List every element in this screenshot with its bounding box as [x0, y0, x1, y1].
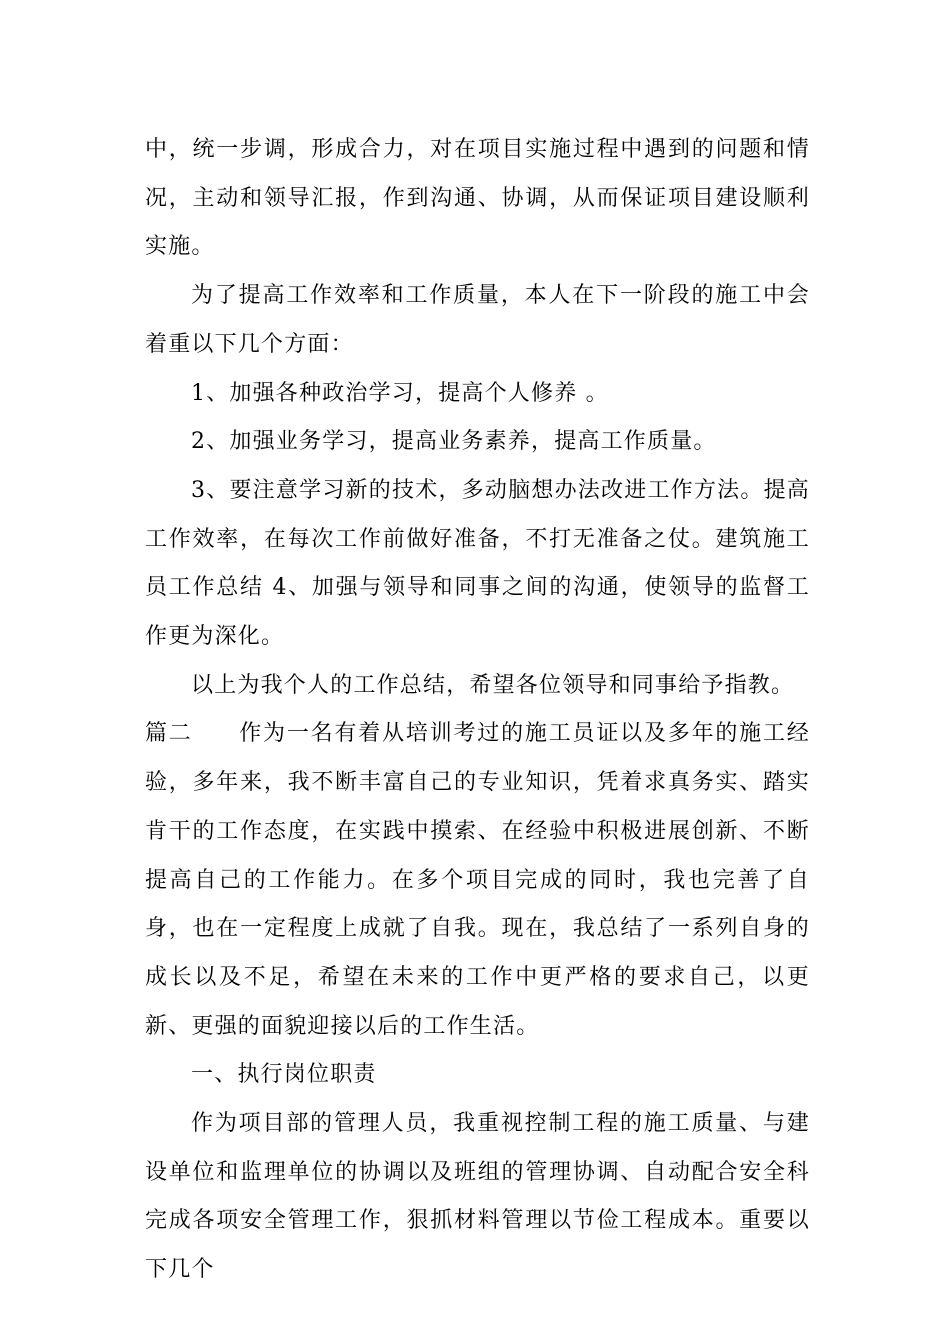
document-body [145, 126, 810, 1295]
paragraph-continuation: 中，统一步调，形成合力，对在项目实施过程中遇到的问题和情况，主动和领导汇报，作到沟通、协调，从而保证项目建设顺利实施。 [145, 137, 810, 260]
paragraph-focus-intro: 为了提高工作效率和工作质量，本人在下一阶段的施工中会着重以下几个方面： [145, 283, 810, 357]
section-two-paragraph [145, 710, 810, 1051]
paragraph-closing: 以上为我个人的工作总结，希望各位领导和同事给予指教。 [191, 672, 795, 698]
paragraph-management: 作为项目部的管理人员，我重视控制工程的施工质量、与建设单位和监理单位的协调以及班组的管理协调、自动配合安全科完成各项安全管理工作，狠抓材料管理以节俭工程成本。重要以下几个 [145, 1111, 810, 1283]
list-item-3: 3、要注意学习新的技术，多动脑想办法改进工作方法。提高工作效率，在每次工作前做好准备，不打无准备之仗。建筑施工员工作总结 4、加强与领导和同事之间的沟通，使领导的监督工作更为深化。 [145, 477, 810, 650]
heading-job-duties: 一、执行岗位职责 [191, 1062, 377, 1088]
list-item-1: 1、加强各种政治学习，提高个人修养 。 [191, 380, 609, 406]
section-two-label: 篇二 [145, 721, 193, 747]
list-item-2: 2、加强业务学习，提高业务素养，提高工作质量。 [191, 429, 717, 455]
section-two-text: 作为一名有着从培训考过的施工员证以及多年的施工经验，多年来，我不断丰富自己的专业知识，凭着求真务实、踏实肯干的工作态度，在实践中摸索、在经验中积极进展创新、不断提高自己的工作能力。在多个项目完成的同时，我也完善了自身，也在一定程度上成就了自我。现在，我总结了一系列自身的成长以及不足，希望在未来的工作中更严格的要求自己，以更新、更强的面貌迎接以后的工作生活。 [145, 721, 810, 1039]
